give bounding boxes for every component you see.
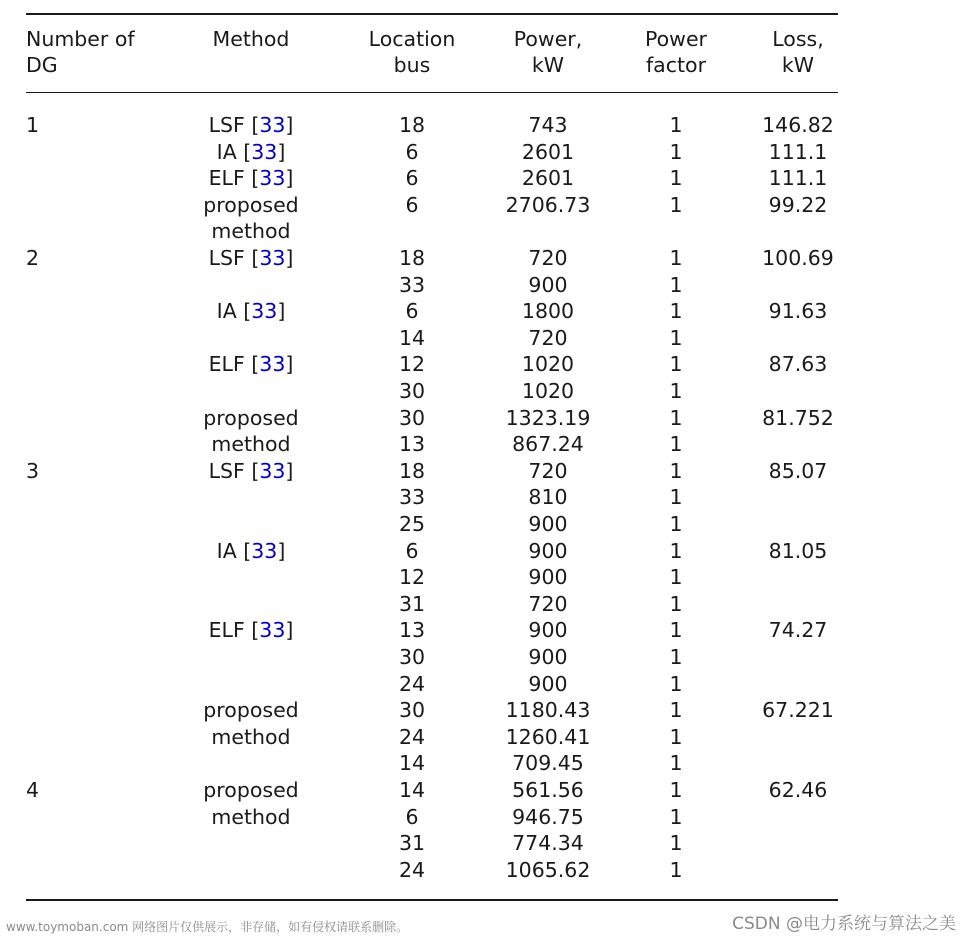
cell-power-factor: 1: [669, 724, 683, 749]
cell-bus: 25: [398, 512, 426, 536]
cell-power: 1800: [521, 299, 575, 324]
cell-power-factor: 1: [669, 831, 683, 856]
citation-link[interactable]: 33: [259, 618, 286, 643]
cell-loss: 81.752: [762, 405, 834, 430]
cell-bus: 30: [398, 698, 426, 723]
cell-bus: 30: [398, 405, 426, 430]
cell-power-factor: 1: [669, 113, 683, 137]
cell-dg: 4: [26, 778, 40, 802]
cell-power-factor: 1: [669, 485, 683, 510]
cell-power: 720: [528, 458, 568, 483]
cell-bus: 6: [405, 192, 419, 217]
cell-power: 900: [528, 565, 568, 590]
cell-power: 1065.62: [505, 857, 591, 882]
cell-power: 720: [528, 246, 568, 270]
cell-method: [176, 351, 326, 377]
cell-power-factor: 1: [669, 166, 683, 191]
cell-power: 720: [528, 325, 568, 350]
cell-loss: 62.46: [768, 778, 828, 802]
cell-power-factor: 1: [669, 512, 683, 536]
cell-dg: 2: [26, 246, 40, 270]
method-text: ]: [285, 458, 294, 483]
method-text: ]: [285, 113, 294, 137]
cell-loss: 100.69: [762, 246, 834, 270]
cell-power: 720: [528, 591, 568, 616]
cell-bus: 33: [398, 485, 426, 510]
citation-link[interactable]: 33: [251, 538, 278, 563]
cell-power: 810: [528, 485, 568, 510]
method-text: LSF [: [208, 246, 260, 270]
method-text: IA [: [216, 139, 252, 164]
cell-power-factor: 1: [669, 405, 683, 430]
method-text: LSF [: [208, 113, 260, 137]
cell-power-factor: 1: [669, 778, 683, 802]
cell-bus: 18: [398, 113, 426, 137]
method-text: method: [211, 432, 291, 457]
watermark-right: CSDN @电力系统与算法之美: [732, 914, 956, 934]
watermark-left: www.toymoban.com 网络图片仅供展示，非存储，如有侵权请联系删除。: [6, 920, 409, 934]
cell-power-factor: 1: [669, 565, 683, 590]
cell-power: 900: [528, 618, 568, 643]
header-power-kw: Power, kW: [513, 27, 583, 77]
cell-loss: 99.22: [768, 192, 828, 217]
cell-loss: 111.1: [768, 139, 828, 164]
cell-method: [176, 218, 326, 244]
cell-loss: 146.82: [762, 113, 834, 137]
cell-power: 561.56: [512, 778, 584, 802]
cell-bus: 33: [398, 272, 426, 297]
method-text: ELF [: [208, 166, 260, 191]
cell-loss: 74.27: [768, 618, 828, 643]
cell-bus: 6: [405, 804, 419, 829]
cell-bus: 24: [398, 857, 426, 882]
cell-power-factor: 1: [669, 804, 683, 829]
header-loss-kw: Loss, kW: [772, 27, 824, 77]
cell-bus: 14: [398, 325, 426, 350]
cell-power: 900: [528, 512, 568, 536]
table-bottom-rule: [26, 899, 838, 901]
cell-loss: 91.63: [768, 299, 828, 324]
cell-power-factor: 1: [669, 192, 683, 217]
method-text: ELF [: [208, 352, 260, 377]
method-text: proposed: [203, 405, 299, 430]
cell-power: 709.45: [512, 751, 584, 776]
cell-bus: 24: [398, 724, 426, 749]
cell-power: 2601: [521, 166, 575, 191]
citation-link[interactable]: 33: [251, 139, 278, 164]
cell-power: 900: [528, 645, 568, 669]
method-text: ]: [285, 618, 294, 643]
header-number-of-dg: Number of DG: [26, 27, 135, 77]
method-text: method: [211, 724, 291, 749]
cell-loss: 87.63: [768, 352, 828, 377]
cell-power: 1020: [521, 352, 575, 377]
header-method: Method: [212, 27, 290, 51]
cell-method: [176, 431, 326, 457]
method-text: IA [: [216, 538, 252, 563]
method-text: ]: [277, 299, 286, 324]
cell-power: 1020: [521, 379, 575, 403]
cell-method: [176, 245, 326, 271]
cell-power-factor: 1: [669, 139, 683, 164]
cell-bus: 14: [398, 778, 426, 802]
cell-bus: 14: [398, 751, 426, 776]
cell-power-factor: 1: [669, 591, 683, 616]
cell-power: 867.24: [512, 432, 584, 457]
method-text: ]: [277, 538, 286, 563]
cell-power-factor: 1: [669, 246, 683, 270]
citation-link[interactable]: 33: [259, 166, 286, 191]
method-text: ]: [285, 246, 294, 270]
cell-power-factor: 1: [669, 432, 683, 457]
cell-loss: 111.1: [768, 166, 828, 191]
cell-bus: 6: [405, 166, 419, 191]
cell-method: [176, 192, 326, 218]
cell-loss: 81.05: [768, 538, 828, 563]
method-text: proposed: [203, 698, 299, 723]
cell-power-factor: 1: [669, 325, 683, 350]
method-text: method: [211, 219, 291, 244]
cell-bus: 6: [405, 538, 419, 563]
cell-power-factor: 1: [669, 299, 683, 324]
cell-power-factor: 1: [669, 538, 683, 563]
cell-power-factor: 1: [669, 857, 683, 882]
cell-bus: 24: [398, 671, 426, 696]
cell-power: 1323.19: [505, 405, 591, 430]
cell-method: [176, 405, 326, 431]
cell-power-factor: 1: [669, 272, 683, 297]
cell-power: 900: [528, 272, 568, 297]
cell-bus: 6: [405, 139, 419, 164]
cell-method: [176, 724, 326, 750]
cell-bus: 12: [398, 352, 426, 377]
citation-link[interactable]: 33: [259, 458, 286, 483]
header-power-factor: Power factor: [645, 27, 707, 77]
cell-bus: 18: [398, 246, 426, 270]
cell-power-factor: 1: [669, 618, 683, 643]
cell-power: 2706.73: [505, 192, 591, 217]
cell-loss: 67.221: [762, 698, 834, 723]
method-text: ]: [285, 166, 294, 191]
cell-power-factor: 1: [669, 352, 683, 377]
method-text: LSF [: [208, 458, 260, 483]
header-location-bus: Location bus: [368, 27, 456, 77]
cell-power-factor: 1: [669, 645, 683, 669]
cell-bus: 30: [398, 379, 426, 403]
method-text: ELF [: [208, 618, 260, 643]
cell-loss: 85.07: [768, 458, 828, 483]
method-text: ]: [277, 139, 286, 164]
cell-power: 2601: [521, 139, 575, 164]
cell-power-factor: 1: [669, 751, 683, 776]
citation-link[interactable]: 33: [259, 113, 286, 137]
method-text: IA [: [216, 299, 252, 324]
cell-bus: 31: [398, 831, 426, 856]
cell-method: [176, 298, 326, 324]
cell-bus: 6: [405, 299, 419, 324]
cell-bus: 13: [398, 618, 426, 643]
citation-link[interactable]: 33: [259, 352, 286, 377]
cell-method: [176, 617, 326, 643]
cell-bus: 30: [398, 645, 426, 669]
method-text: proposed: [203, 778, 299, 802]
cell-power: 743: [528, 113, 568, 137]
cell-method: [176, 538, 326, 564]
cell-power: 1260.41: [505, 724, 591, 749]
method-text: proposed: [203, 192, 299, 217]
cell-power: 1180.43: [505, 698, 591, 723]
cell-power: 900: [528, 671, 568, 696]
citation-link[interactable]: 33: [251, 299, 278, 324]
cell-method: [176, 165, 326, 191]
cell-bus: 13: [398, 432, 426, 457]
cell-power: 900: [528, 538, 568, 563]
citation-link[interactable]: 33: [259, 246, 286, 270]
cell-method: [176, 458, 326, 484]
cell-dg: 3: [26, 458, 40, 483]
cell-method: [176, 777, 326, 803]
cell-power-factor: 1: [669, 379, 683, 403]
cell-power: 774.34: [512, 831, 584, 856]
cell-method: [176, 112, 326, 138]
cell-bus: 12: [398, 565, 426, 590]
cell-dg: 1: [26, 113, 40, 137]
cell-power-factor: 1: [669, 458, 683, 483]
cell-bus: 31: [398, 591, 426, 616]
method-text: ]: [285, 352, 294, 377]
cell-method: [176, 804, 326, 830]
cell-bus: 18: [398, 458, 426, 483]
cell-method: [176, 139, 326, 165]
method-text: method: [211, 804, 291, 829]
cell-power-factor: 1: [669, 698, 683, 723]
cell-power-factor: 1: [669, 671, 683, 696]
cell-method: [176, 697, 326, 723]
cell-power: 946.75: [512, 804, 584, 829]
